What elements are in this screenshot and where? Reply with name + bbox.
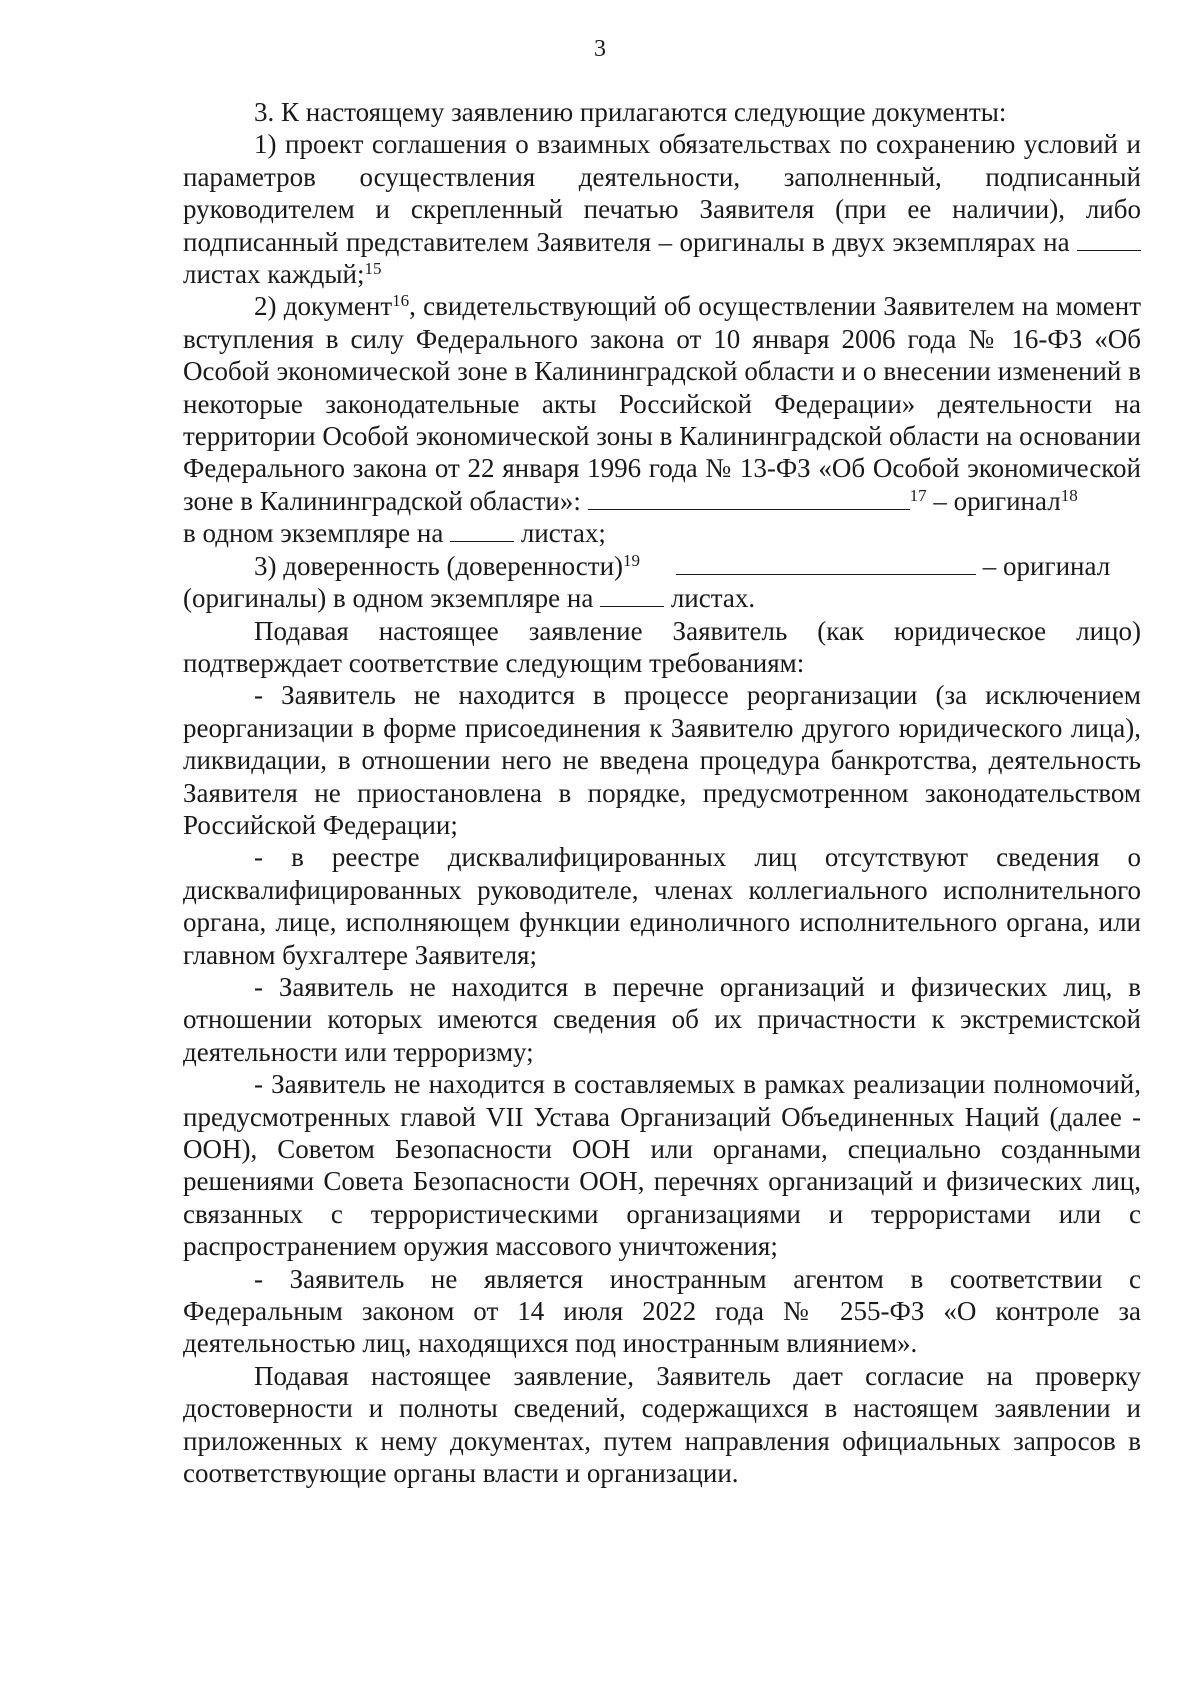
attachment-item-2-line2	[183, 517, 1141, 549]
item2-after: – оригинал	[933, 485, 1061, 516]
document-details-blank[interactable]	[588, 487, 910, 510]
attachment-item-3	[183, 550, 1141, 582]
item3-after: – оригинал	[982, 550, 1111, 581]
item2-line2-prefix: в одном экземпляре на	[183, 518, 444, 549]
footnote-ref-19: 19	[623, 550, 641, 570]
page-number: 3	[594, 36, 606, 62]
attachment-item-3-line2	[183, 582, 1141, 614]
item1-tail: листах каждый;	[183, 259, 365, 290]
attachment-item-1	[183, 128, 1141, 290]
consent-paragraph: Подавая настоящее заявление, Заявитель дает согласие на проверку достоверности и полноты сведений, содержащихся в настоящем заявлении и приложенных к нему документах, путем направления официальных запросов в соответствующие органы власти и организации.	[183, 1360, 1141, 1489]
item3-lead: 3) доверенность (доверенности)	[254, 550, 624, 581]
requirement-3: - Заявитель не находится в перечне организаций и физических лиц, в отношении которых имеются сведения об их причастности к экстремистской деятельности или терроризму;	[183, 971, 1141, 1067]
sheet-count-blank-1[interactable]	[1077, 228, 1141, 251]
attachment-item-2	[183, 290, 1141, 517]
sheet-count-blank-3[interactable]	[600, 584, 664, 607]
requirement-1: - Заявитель не находится в процессе реорганизации (за исключением реорганизации в форме присоединения к Заявителю другого юридического лица), ликвидации, в отношении него не введена процедура банкротства, деятельность Заявителя не приостановлена в порядке, предусмотренном законодательством Российской Федерации;	[183, 680, 1141, 840]
document-body	[183, 96, 1141, 1489]
conformity-intro: Подавая настоящее заявление Заявитель (как юридическое лицо) подтверждает соответствие следующим требованиям:	[183, 615, 1141, 678]
requirement-5: - Заявитель не является иностранным агентом в соответствии с Федеральным законом от 14 июля 2022 года № 255-ФЗ «О контроле за деятельностью лиц, находящихся под иностранным влиянием».	[183, 1263, 1141, 1359]
footnote-ref-15: 15	[364, 259, 382, 279]
footnote-ref-16: 16	[392, 291, 410, 311]
footnote-ref-17: 17	[909, 485, 927, 505]
item3-line2-prefix: (оригиналы) в одном экземпляре на	[183, 583, 594, 614]
item3-line2-suffix: листах.	[670, 583, 756, 614]
footnote-ref-18: 18	[1060, 485, 1078, 505]
attachments-intro: 3. К настоящему заявлению прилагаются следующие документы:	[254, 97, 1007, 127]
item2-text: , свидетельствующий об осуществлении Заявителем на момент вступления в силу Федерального закона от 10 января 2006 года № 16-ФЗ «Об Особой экономической зоне в Калининградской области и о внесении изменений в некоторые законодательные акты Российской Федерации» деятельности на территории Особой экономической зоны в Калининградской области на основании Федерального закона от 22 января 1996 года № 13-ФЗ «Об Особой экономической зоне в Калининградской области»:	[183, 291, 1141, 516]
item1-text: 1) проект соглашения о взаимных обязательствах по сохранению условий и параметров осуществления деятельности, заполненный, подписанный руководителем и скрепленный печатью Заявителя (при ее наличии), либо подписанный представителем Заявителя – оригиналы в двух экземплярах на	[183, 129, 1141, 257]
sheet-count-blank-2[interactable]	[450, 519, 514, 542]
requirement-4: - Заявитель не находится в составляемых в рамках реализации полномочий, предусмотренных главой VII Устава Организаций Объединенных Наций (далее - ООН), Советом Безопасности ООН или органами, специально созданными решениями Совета Безопасности ООН, перечнях организаций и физических лиц, связанных с террористическими организациями и террористами или с распространением оружия массового уничтожения;	[183, 1069, 1141, 1262]
requirement-2: - в реестре дисквалифицированных лиц отсутствуют сведения о дисквалифицированных руководителе, членах коллегиального исполнительного органа, лице, исполняющем функции единоличного исполнительного органа, или главном бухгалтере Заявителя;	[183, 842, 1141, 970]
power-of-attorney-blank[interactable]	[676, 552, 976, 575]
item2-line2-suffix: листах;	[520, 518, 606, 549]
item2-lead: 2) документ	[254, 291, 393, 322]
